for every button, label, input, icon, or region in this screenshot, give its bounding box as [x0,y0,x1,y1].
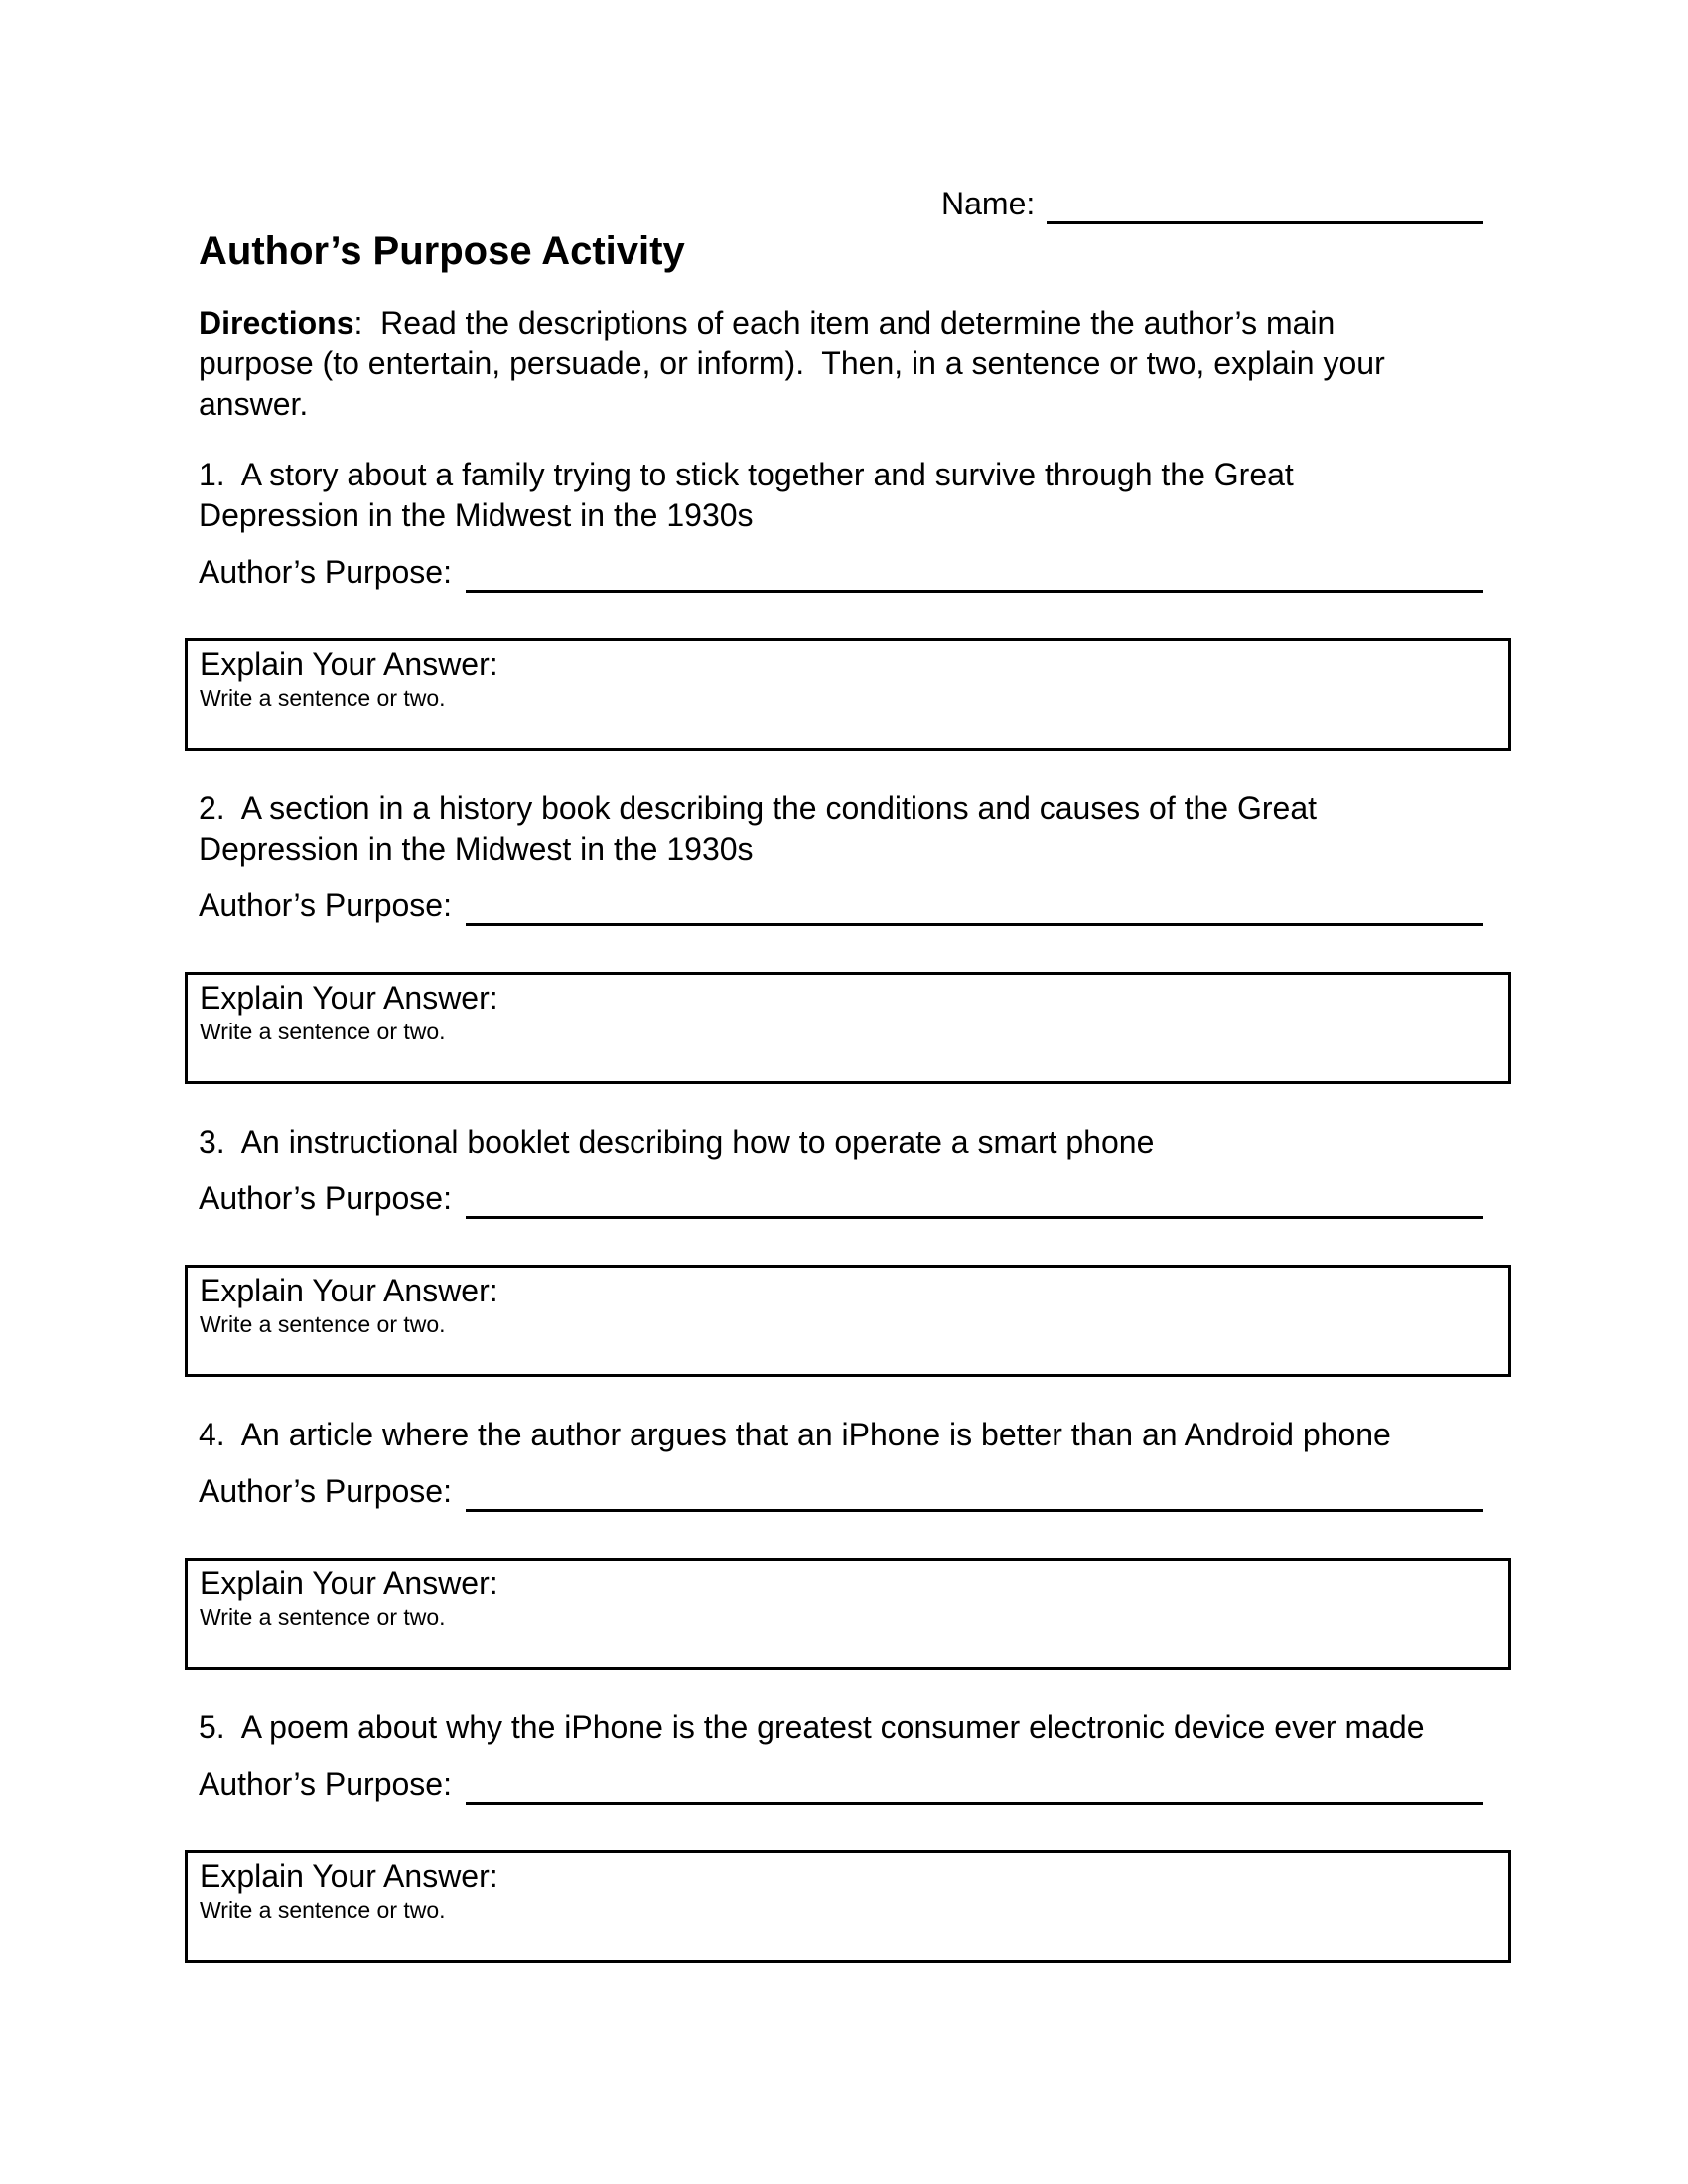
explain-answer-hint: Write a sentence or two. [200,1018,446,1044]
explain-answer-hint: Write a sentence or two. [200,1603,446,1630]
name-field-row [941,184,1509,224]
directions-line: answer. [199,385,309,422]
authors-purpose-blank-line[interactable] [466,886,1483,926]
explain-answer-box[interactable] [185,1265,1511,1377]
explain-answer-hint: Write a sentence or two. [200,684,446,711]
item-description [199,1707,1509,1748]
explain-answer-box[interactable] [185,1558,1511,1670]
explain-answer-box[interactable] [185,972,1511,1084]
explain-answer-box[interactable] [185,1850,1511,1963]
directions-line: purpose (to entertain, persuade, or inform). Then, in a sentence or two, explain your [199,344,1385,381]
worksheet-item-4 [199,1415,1509,1670]
name-label: Name: [941,186,1036,221]
authors-purpose-row [199,552,1509,593]
directions-label: Directions [199,304,354,341]
item-description [199,1415,1509,1455]
authors-purpose-row [199,1471,1509,1512]
explain-answer-label: Explain Your Answer: [200,1565,498,1601]
directions-paragraph [199,303,1509,425]
item-text-line: 5. A poem about why the iPhone is the greatest consumer electronic device ever made [199,1708,1425,1745]
page-title: Author’s Purpose Activity [199,229,685,273]
authors-purpose-label: Author’s Purpose: [199,1765,452,1802]
authors-purpose-label: Author’s Purpose: [199,887,452,923]
item-text-line: Depression in the Midwest in the 1930s [199,496,754,533]
worksheet-item-5 [199,1707,1509,1963]
explain-answer-label: Explain Your Answer: [200,979,498,1016]
worksheet-item-2 [199,788,1509,1084]
authors-purpose-row [199,1764,1509,1805]
explain-answer-hint: Write a sentence or two. [200,1896,446,1923]
authors-purpose-blank-line[interactable] [466,552,1483,593]
item-description [199,788,1509,870]
authors-purpose-label: Author’s Purpose: [199,1472,452,1509]
authors-purpose-blank-line[interactable] [466,1471,1483,1512]
worksheet-item-3 [199,1122,1509,1377]
authors-purpose-row [199,1178,1509,1219]
item-text-line: 3. An instructional booklet describing how to operate a smart phone [199,1123,1155,1160]
explain-answer-label: Explain Your Answer: [200,1272,498,1308]
item-text-line: 2. A section in a history book describing the conditions and causes of the Great [199,789,1318,826]
explain-answer-hint: Write a sentence or two. [200,1310,446,1337]
authors-purpose-label: Author’s Purpose: [199,553,452,590]
name-blank-line[interactable] [1047,184,1483,224]
directions-line [199,303,1509,343]
item-text-line: 1. A story about a family trying to stick together and survive through the Great [199,456,1294,492]
item-description [199,455,1509,536]
item-description [199,1122,1509,1162]
worksheet-item-1 [199,455,1509,751]
authors-purpose-label: Author’s Purpose: [199,1179,452,1216]
authors-purpose-blank-line[interactable] [466,1764,1483,1805]
explain-answer-label: Explain Your Answer: [200,1857,498,1894]
item-text-line: 4. An article where the author argues that an iPhone is better than an Android phone [199,1416,1391,1452]
explain-answer-label: Explain Your Answer: [200,645,498,682]
directions-text: : Read the descriptions of each item and determine the author’s main [353,304,1336,341]
item-text-line: Depression in the Midwest in the 1930s [199,830,754,867]
authors-purpose-row [199,886,1509,926]
explain-answer-box[interactable] [185,638,1511,751]
authors-purpose-blank-line[interactable] [466,1178,1483,1219]
